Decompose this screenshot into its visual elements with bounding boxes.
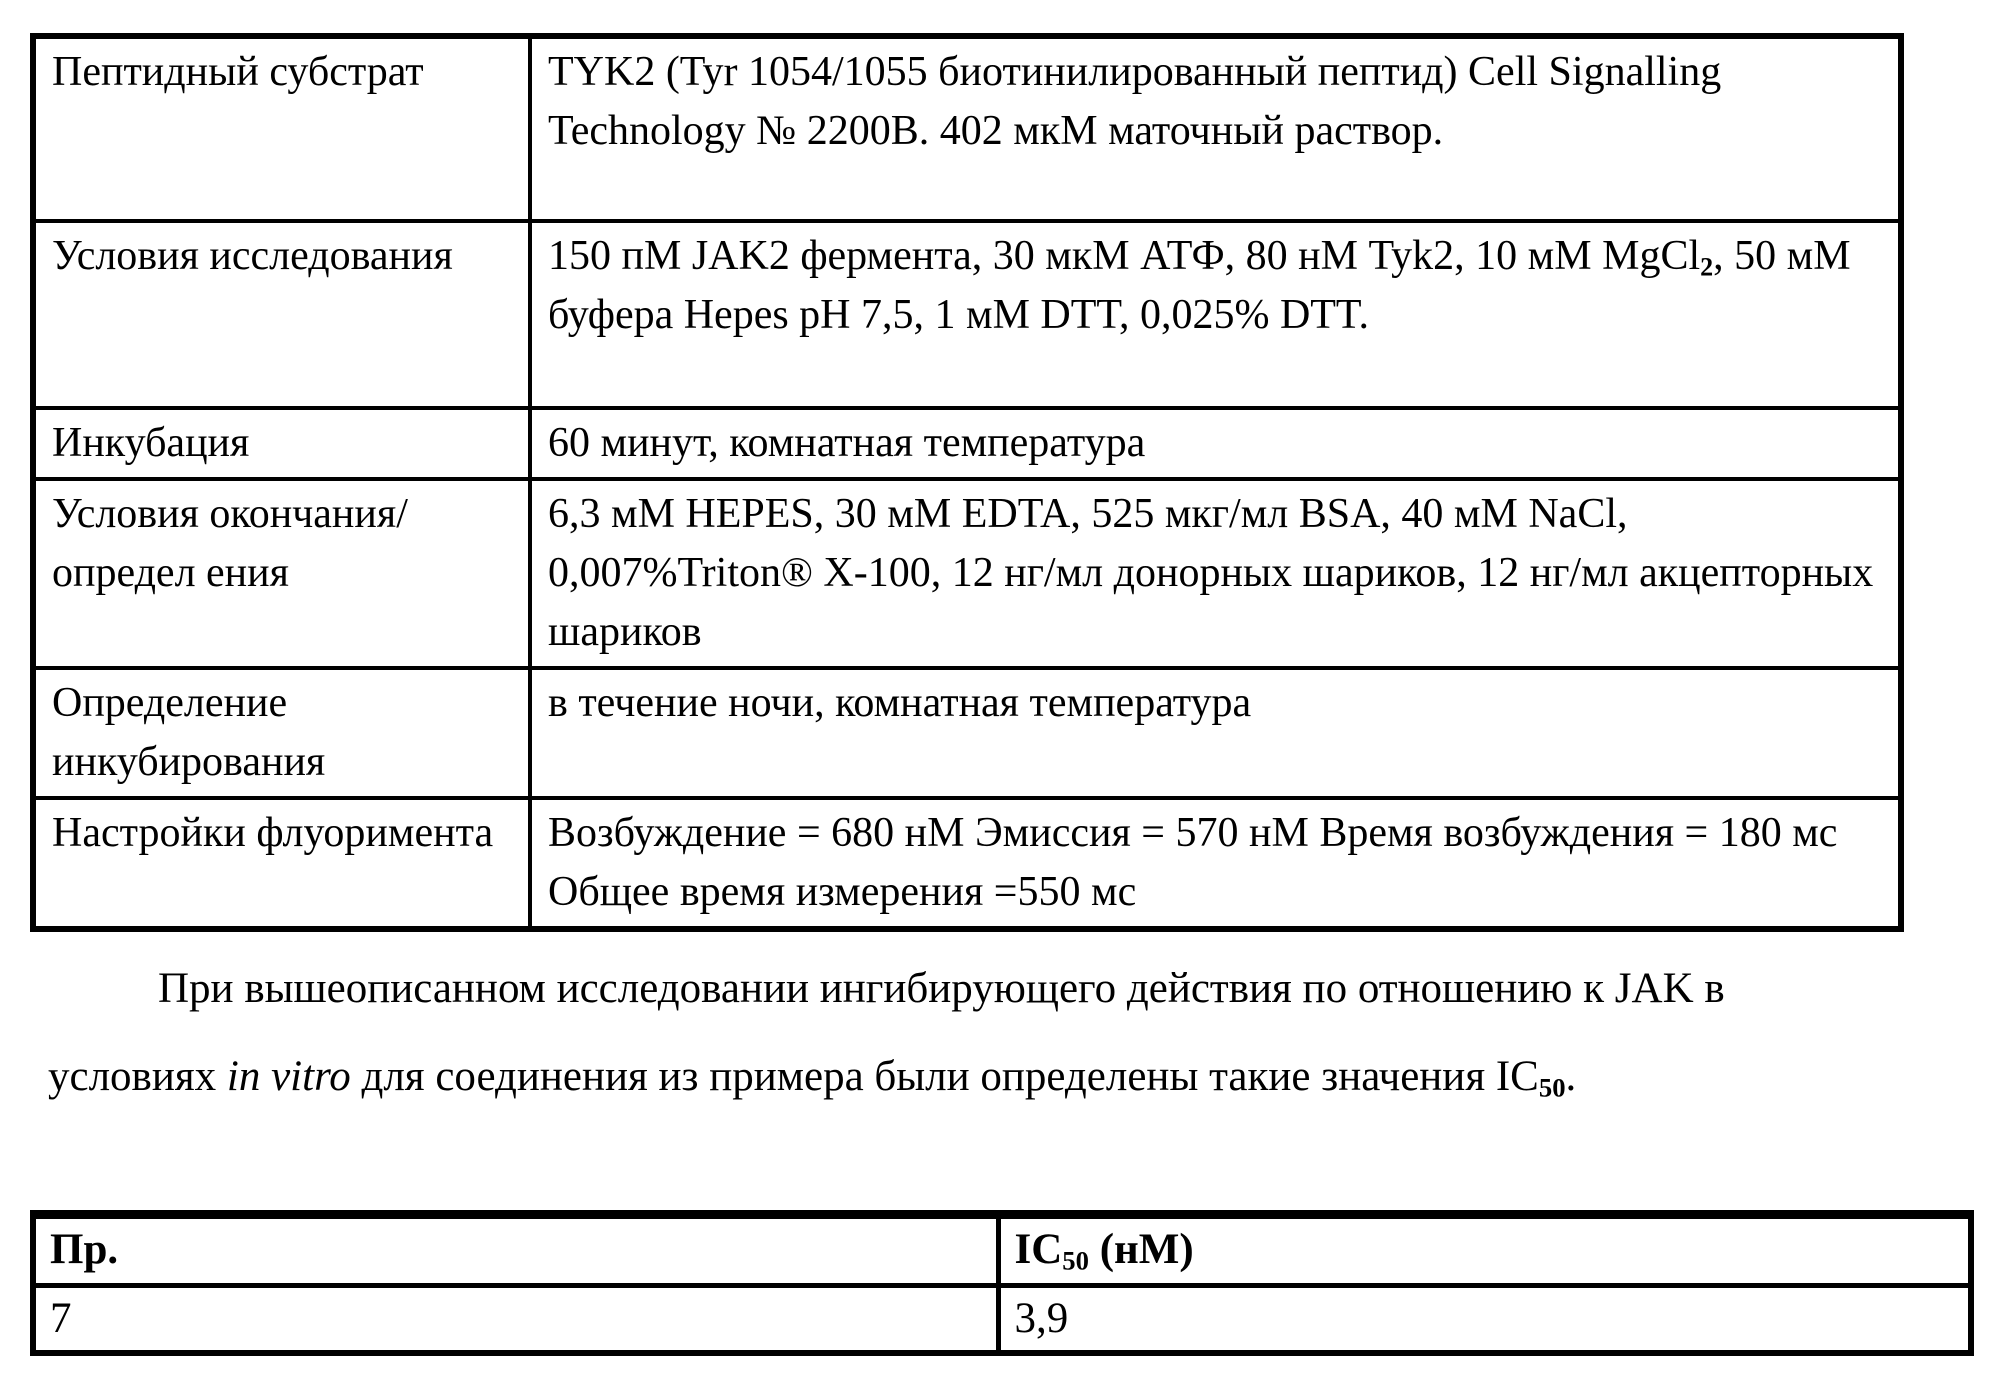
row-value-detection-incubation: в течение ночи, комнатная температура: [530, 668, 1901, 798]
results-header-ic50: $IC_{50}$ (нМ): [998, 1215, 1971, 1286]
table-row: [33, 798, 1901, 929]
table-row: [33, 479, 1901, 668]
row-label-peptide-substrate: Пептидный субстрат: [33, 36, 530, 221]
results-example-cell: 7: [33, 1286, 998, 1354]
row-value-assay-conditions: 150 пМ JAK2 фермента, 30 мкМ АТФ, 80 нМ Tyk2, 10 мМ MgCl$_2$, 50 мМ буфера Hepes pH 7,5, 1 мМ DTT, 0,025% DTT.: [530, 221, 1901, 408]
row-label-termination-conditions: Условия окончания/определ ения: [33, 479, 530, 668]
row-label-assay-conditions: Условия исследования: [33, 221, 530, 408]
results-data-row: [33, 1286, 1971, 1354]
results-header-row: [33, 1215, 1971, 1286]
ic50-results-table: [30, 1210, 1974, 1356]
row-value-fluorimeter-settings: Возбуждение = 680 нМ Эмиссия = 570 нМ Время возбуждения = 180 мс Общее время измерения =550 мс: [530, 798, 1901, 929]
results-header-example: Пр.: [33, 1215, 998, 1286]
row-label-incubation: Инкубация: [33, 408, 530, 479]
assay-conditions-table: [30, 33, 1904, 932]
table-row: [33, 668, 1901, 798]
row-label-detection-incubation: Определение инкубирования: [33, 668, 530, 798]
table-row: [33, 36, 1901, 221]
row-label-fluorimeter-settings: Настройки флуоримента: [33, 798, 530, 929]
table-row: [33, 408, 1901, 479]
row-value-termination-conditions: 6,3 мМ HEPES, 30 мМ EDTA, 525 мкг/мл BSA, 40 мМ NaCl, 0,007%Triton® X-100, 12 нг/мл донорных шариков, 12 нг/мл акцепторных шариков: [530, 479, 1901, 668]
row-value-incubation: 60 минут, комнатная температура: [530, 408, 1901, 479]
row-value-peptide-substrate: TYK2 (Tyr 1054/1055 биотинилированный пептид) Cell Signalling Technology № 2200B. 402 мкМ маточный раствор.: [530, 36, 1901, 221]
table-row: [33, 221, 1901, 408]
results-ic50-cell: 3,9: [998, 1286, 1971, 1354]
body-paragraph: При вышеописанном исследовании ингибирующего действия по отношению к JAK в условиях in vitro для соединения из примера были определены такие значения $IC_{50}$.: [48, 965, 1725, 1103]
